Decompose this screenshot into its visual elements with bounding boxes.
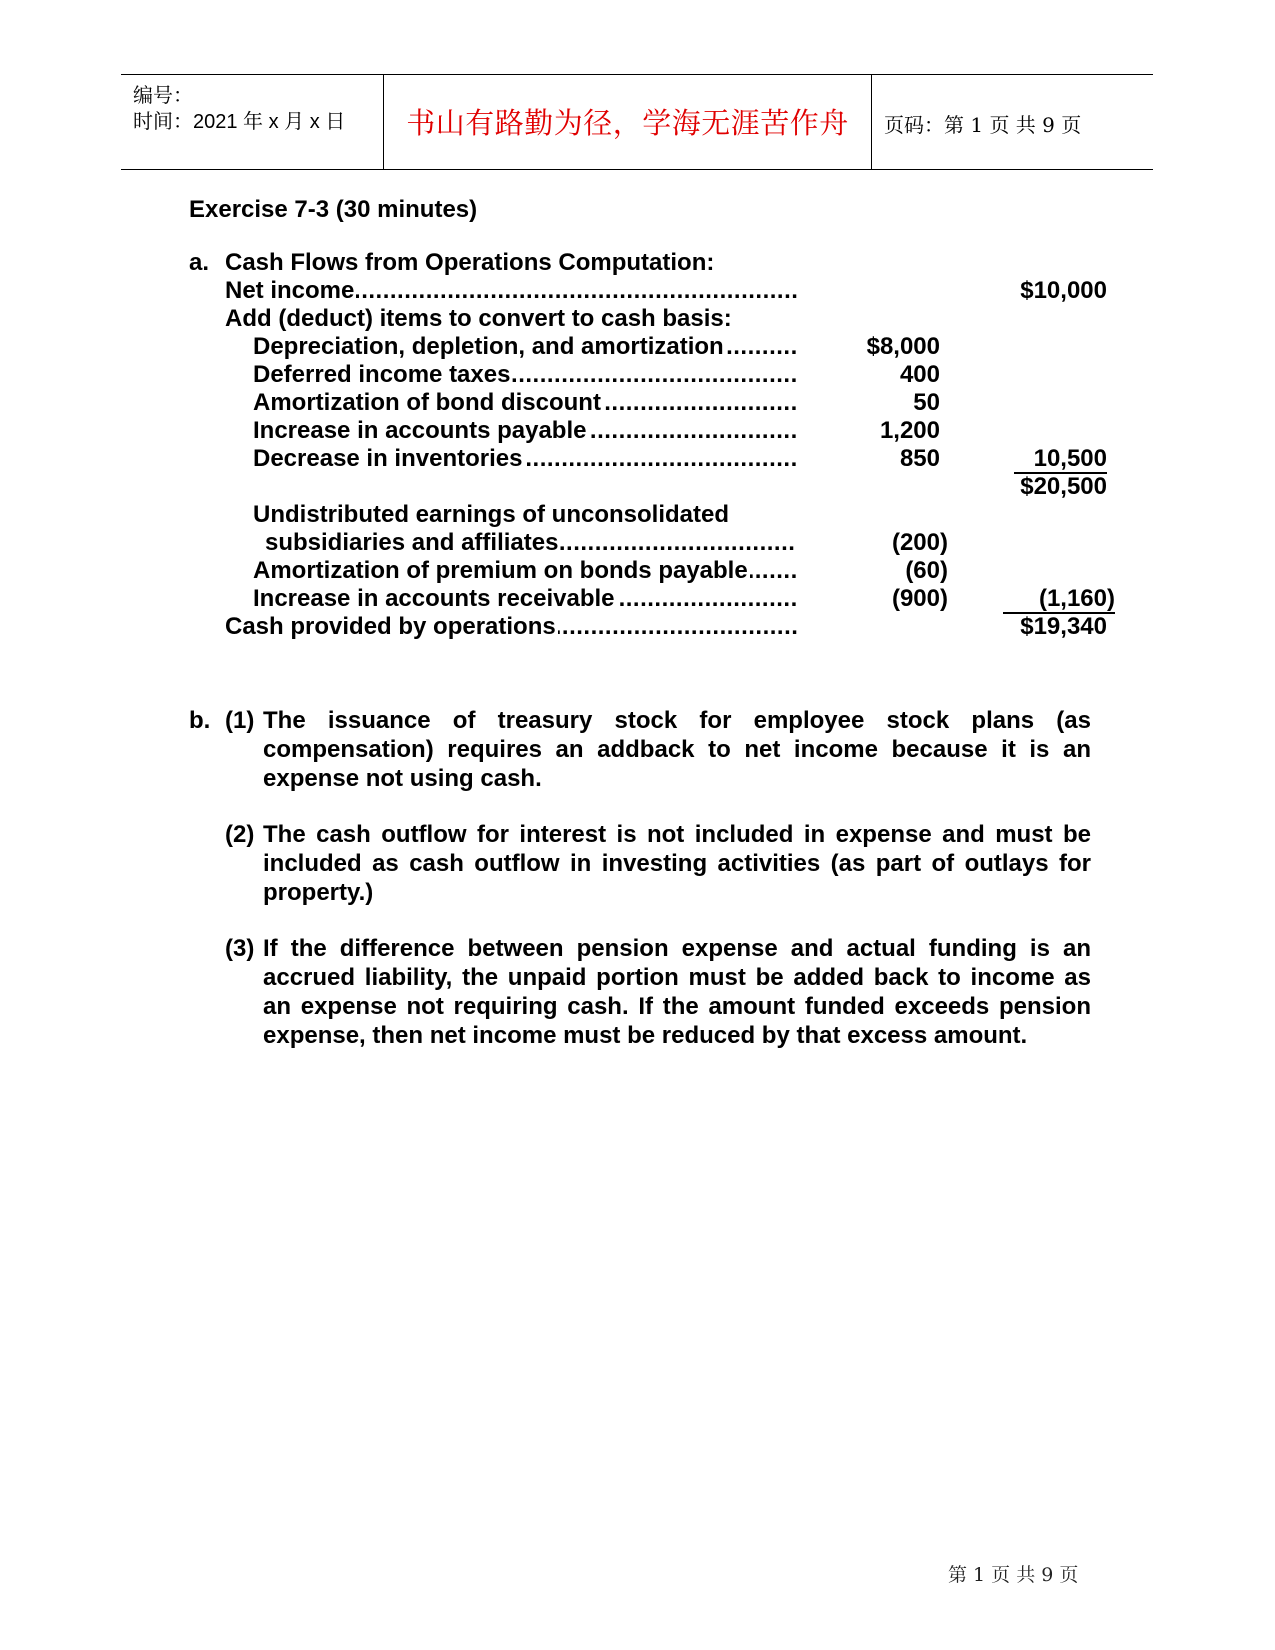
part-b-item — [263, 706, 1091, 793]
part-b-item-text: The issuance of treasury stock for employee stock plans (as compensation) requires an addback to net income because it is an expense not using cash. — [263, 707, 1091, 792]
part-a-marker: a. — [189, 249, 210, 276]
deduct-item-value: (60) — [905, 557, 948, 584]
add-item-value: 850 — [899, 445, 940, 472]
net-income-label: Net income — [225, 277, 355, 304]
header-left-cell — [121, 75, 384, 169]
part-b-item-number: (2) — [225, 821, 255, 848]
header-motto: 书山有路勤为径，学海无涯苦作舟 — [406, 106, 849, 140]
adjust-heading: Add (deduct) items to convert to cash basis: — [225, 305, 732, 332]
exercise-title: Exercise 7-3 (30 minutes) — [189, 196, 478, 223]
header-page-info: 页码：第 1 页 共 9 页 — [884, 113, 1082, 137]
part-b-item — [263, 820, 1091, 907]
deduct-item-label: subsidiaries and affiliates — [265, 529, 559, 556]
header-right-cell — [872, 75, 1153, 169]
add-item-value: $8,000 — [866, 333, 940, 360]
part-a-heading: Cash Flows from Operations Computation: — [225, 249, 715, 276]
deduct-item-value: (200) — [891, 529, 948, 556]
add-total: 10,500 — [1014, 445, 1107, 474]
cash-provided-value: $19,340 — [1020, 613, 1107, 640]
part-b-item-number: (1) — [225, 707, 255, 734]
subtotal-value: $20,500 — [1020, 473, 1107, 500]
add-item-value: 50 — [913, 389, 940, 416]
part-b-item-text: If the difference between pension expense and actual funding is an accrued liability, the unpaid portion must be added back to income as an expense not requiring cash. If the amount funded exceeds pension expense, then net income must be reduced by that excess amount. — [263, 935, 1091, 1049]
part-b-item — [263, 934, 1091, 1050]
cash-provided-label: Cash provided by operations — [225, 613, 556, 640]
add-item-label: Deferred income taxes — [253, 361, 511, 388]
add-item-value: 400 — [899, 361, 940, 388]
deduct-label-line1: Undistributed earnings of unconsolidated — [253, 501, 730, 528]
add-item-label: Depreciation, depletion, and amortization — [253, 333, 724, 360]
deduct-item-label: Amortization of premium on bonds payable — [253, 557, 748, 584]
add-item-label: Amortization of bond discount — [253, 389, 601, 416]
deduct-item-label: Increase in accounts receivable — [253, 585, 615, 612]
add-item-label: Increase in accounts payable — [253, 417, 587, 444]
part-b-item-number: (3) — [225, 935, 255, 962]
deduct-total: (1,160) — [1003, 585, 1115, 614]
part-a-heading-row — [189, 248, 715, 277]
deduct-item-value: (900) — [891, 585, 948, 612]
document-header — [121, 74, 1153, 170]
header-center-cell — [384, 75, 872, 169]
part-b-item-text: The cash outflow for interest is not included in expense and must be included as cash outflow in investing activities (as part of outlays for property.) — [263, 821, 1091, 906]
page-footer: 第 1 页 共 9 页 — [948, 1564, 1079, 1586]
serial-label: 编号： — [133, 85, 193, 107]
add-item-value: 1,200 — [879, 417, 940, 444]
time-label: 时间：2021 年 x 月 x 日 — [133, 111, 346, 133]
part-b-marker: b. — [189, 707, 211, 734]
net-income-value: $10,000 — [1020, 277, 1107, 304]
add-item-label: Decrease in inventories — [253, 445, 523, 472]
